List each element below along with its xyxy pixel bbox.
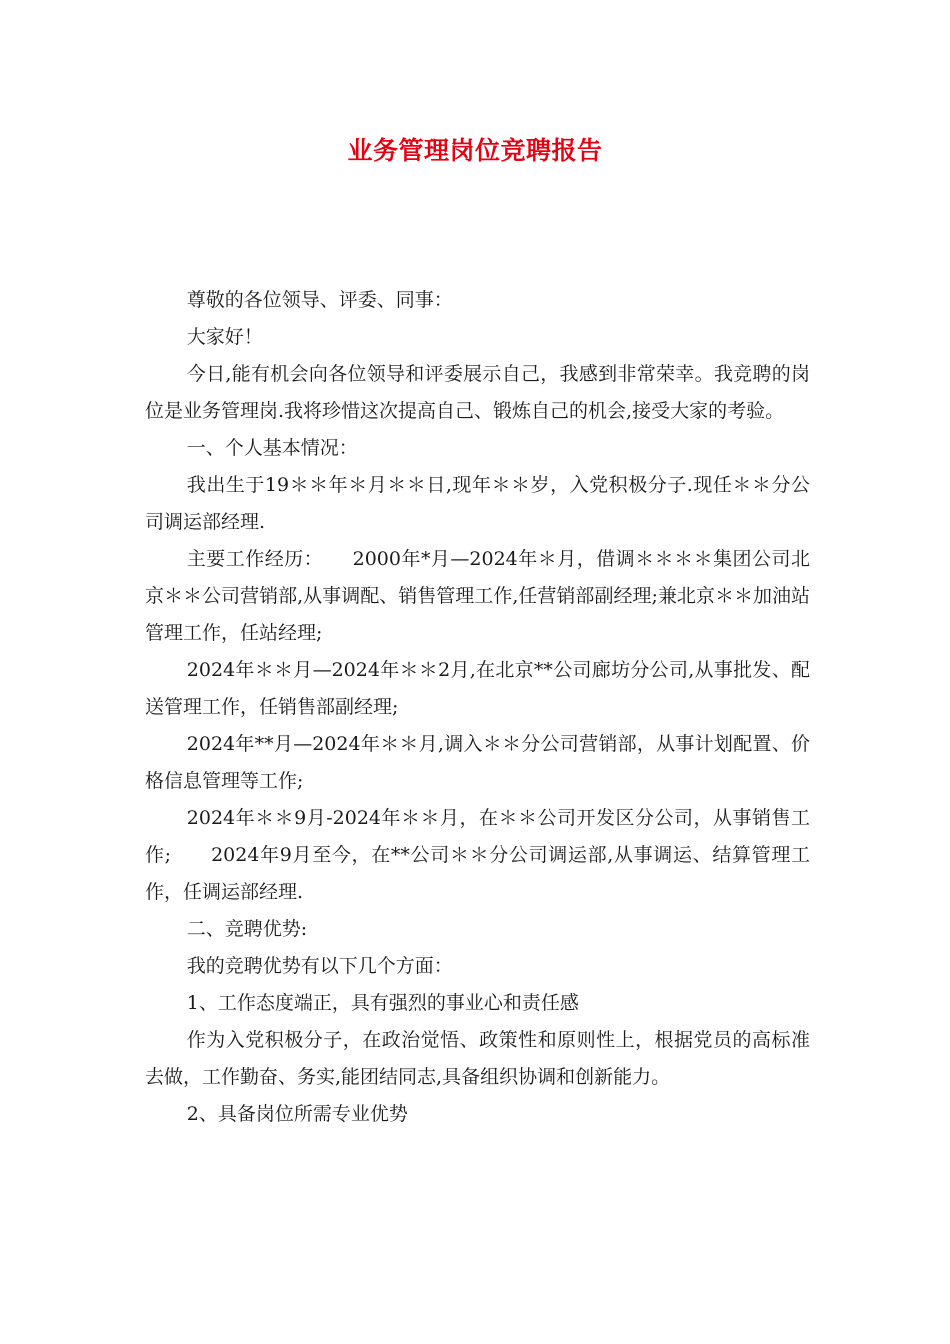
paragraph-intro: 今日,能有机会向各位领导和评委展示自己，我感到非常荣幸。我竞聘的岗位是业务管理岗.我将珍惜这次提高自己、锻炼自己的机会,接受大家的考验。 <box>145 363 810 422</box>
greeting: 大家好！ <box>186 326 263 348</box>
paragraph-work-history-3: 2024年**月—2024年＊＊月,调入＊＊分公司营销部，从事计划配置、价格信息管理等工作; <box>145 733 810 792</box>
section-heading-advantages: 二、竞聘优势: <box>186 918 308 940</box>
advantage-heading-2: 2、具备岗位所需专业优势 <box>186 1103 408 1125</box>
section-heading-basic-info: 一、个人基本情况： <box>186 437 358 459</box>
document-body <box>145 282 810 1133</box>
salutation: 尊敬的各位领导、评委、同事： <box>186 289 453 311</box>
document-title: 业务管理岗位竞聘报告 <box>347 136 603 165</box>
advantage-heading-1: 1、工作态度端正，具有强烈的事业心和责任感 <box>186 992 579 1014</box>
paragraph-work-history-1: 主要工作经历： 2000年*月—2024年＊月，借调＊＊＊＊集团公司北京＊＊公司营销部,从事调配、销售管理工作,任营销部副经理;兼北京＊＊加油站管理工作，任站经理; <box>145 548 810 644</box>
paragraph-advantages-intro: 我的竞聘优势有以下几个方面： <box>186 955 453 977</box>
paragraph-work-history-2: 2024年＊＊月—2024年＊＊2月,在北京**公司廊坊分公司,从事批发、配送管理工作，任销售部副经理; <box>145 659 810 718</box>
paragraph-birth-info: 我出生于19＊＊年＊月＊＊日,现年＊＊岁，入党积极分子.现任＊＊分公司调运部经理. <box>145 474 810 533</box>
paragraph-advantage-1: 作为入党积极分子，在政治觉悟、政策性和原则性上，根据党员的高标准去做，工作勤奋、务实,能团结同志,具备组织协调和创新能力。 <box>145 1029 810 1088</box>
paragraph-work-history-4: 2024年＊＊9月-2024年＊＊月，在＊＊公司开发区分公司，从事销售工作; 2024年9月至今，在**公司＊＊分公司调运部,从事调运、结算管理工作，任调运部经理. <box>145 807 810 903</box>
